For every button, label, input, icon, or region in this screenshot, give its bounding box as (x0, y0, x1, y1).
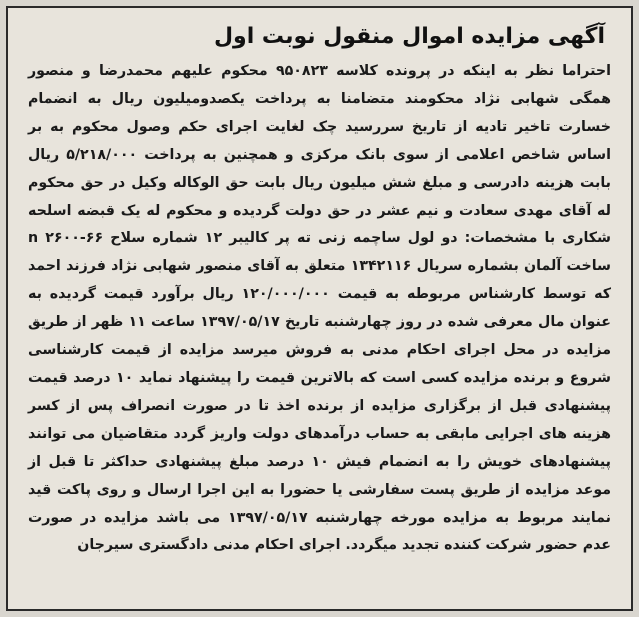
notice-title: آگهی مزایده اموال منقول نوبت اول (213, 24, 605, 49)
notice-box (6, 6, 633, 611)
notice-body: احتراما نظر به اینکه در پرونده کلاسه ۹۵۰۸۲۳ محکوم علیهم محمدرضا و منصور همگی شهابی نژاد محکومند متضامنا به پرداخت یکصدومیلیون ریال به انضمام خسارت تاخیر تادیه از تاریخ سررسید چک لغایت اجرای حکم وصول محکوم به بر اساس شاخص اعلامی از سوی بانک مرکزی و همچنین به پرداخت ۵/۲۱۸/۰۰۰ ریال بابت هزینه دادرسی و مبلغ شش میلیون ریال بابت حق الوکاله وکیل در حق محکوم له آقای مهدی سعادت و نیم عشر در حق دولت گردیده و محکوم له یک قبضه اسلحه شکاری با مشخصات: دو لول ساچمه زنی ته پر کالیبر ۱۲ شماره سلاح ۶۶-۲۶۰۰ n ساخت آلمان بشماره سریال ۱۳۴۲۱۱۶ متعلق به آقای منصور شهابی نژاد فرزند احمد که توسط کارشناس مربوطه به قیمت ۱۲۰/۰۰۰/۰۰۰ ریال برآورد قیمت گردیده به عنوان مال معرفی شده در روز چهارشنبه تاریخ ۱۳۹۷/۰۵/۱۷ ساعت ۱۱ ظهر از طریق مزایده در محل اجرای احکام مدنی به فروش میرسد مزایده از قیمت کارشناسی شروع و برنده مزایده کسی است که بالاترین قیمت را پیشنهاد نماید ۱۰ درصد قیمت پیشنهادی قبل از برگزاری مزایده از برنده اخذ تا در صورت انصراف پس از کسر هزینه های اجرایی مابقی به حساب درآمدهای دولت واریز گردد متقاضیان می توانند پیشنهادهای خویش را به انضمام فیش ۱۰ درصد مبلغ پیشنهادی حداکثر تا قبل از موعد مزایده از طریق پست سفارشی یا حضورا به این اجرا ارسال و روی پاکت قید نمایند مربوط به مزایده مورخه چهارشنبه ۱۳۹۷/۰۵/۱۷ می باشد مزایده در صورت عدم حضور شرکت کننده تجدید میگردد. اجرای احکام مدنی دادگستری سیرجان (28, 63, 612, 554)
